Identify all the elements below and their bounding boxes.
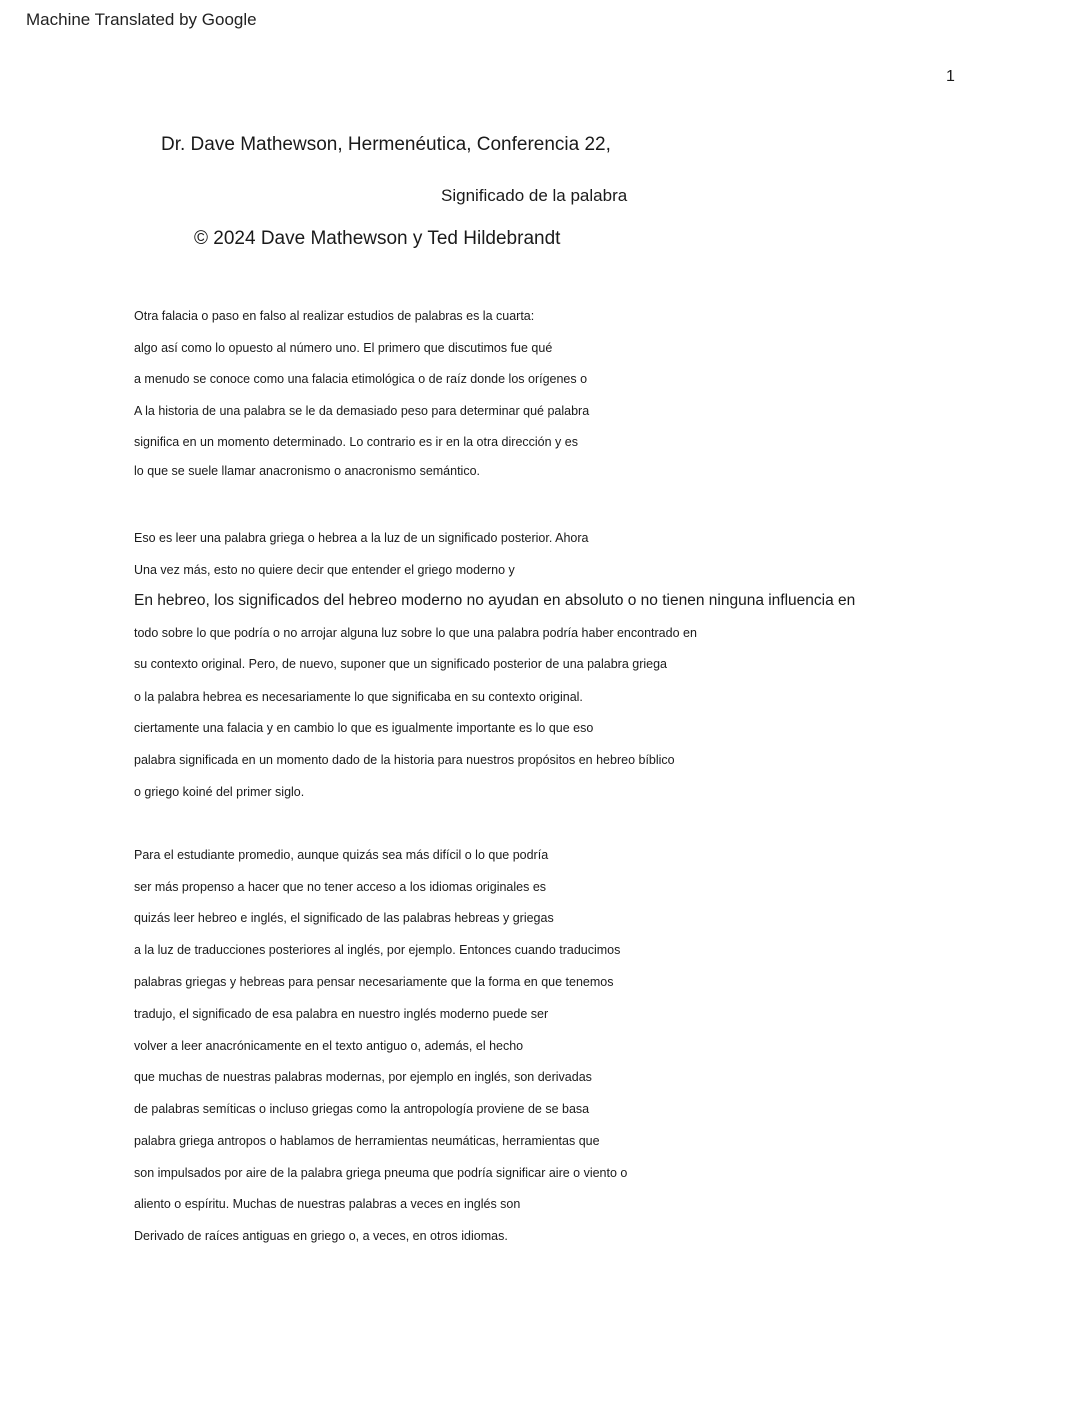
document-subtitle: Significado de la palabra <box>441 186 628 205</box>
machine-translation-watermark: Machine Translated by Google <box>26 10 257 29</box>
text-line: Una vez más, esto no quiere decir que entender el griego moderno y <box>134 563 515 577</box>
text-line: lo que se suele llamar anacronismo o anacronismo semántico. <box>134 464 481 478</box>
text-line: Derivado de raíces antiguas en griego o, a veces, en otros idiomas. <box>134 1229 508 1243</box>
text-line: ser más propenso a hacer que no tener acceso a los idiomas originales es <box>134 880 547 894</box>
text-line: o griego koiné del primer siglo. <box>134 785 305 799</box>
text-line: palabra significada en un momento dado de la historia para nuestros propósitos en hebreo bíblico <box>134 753 675 767</box>
text-line: Para el estudiante promedio, aunque quizás sea más difícil o lo que podría <box>134 848 549 862</box>
text-line: Eso es leer una palabra griega o hebrea a la luz de un significado posterior. Ahora <box>134 531 589 545</box>
text-line: su contexto original. Pero, de nuevo, suponer que un significado posterior de una palabra griega <box>134 657 667 671</box>
text-line: que muchas de nuestras palabras modernas, por ejemplo en inglés, son derivadas <box>134 1070 592 1084</box>
text-line: a menudo se conoce como una falacia etimológica o de raíz donde los orígenes o <box>134 372 588 386</box>
text-line: significa en un momento determinado. Lo contrario es ir en la otra dirección y es <box>134 435 578 449</box>
text-line: palabras griegas y hebreas para pensar necesariamente que la forma en que tenemos <box>134 975 614 989</box>
text-line: volver a leer anacrónicamente en el texto antiguo o, además, el hecho <box>134 1039 524 1053</box>
text-line: todo sobre lo que podría o no arrojar alguna luz sobre lo que una palabra podría haber encontrado en <box>134 626 697 640</box>
text-line: o la palabra hebrea es necesariamente lo que significaba en su contexto original. <box>134 690 583 704</box>
text-line: de palabras semíticas o incluso griegas como la antropología proviene de se basa <box>134 1102 590 1116</box>
text-line: ciertamente una falacia y en cambio lo que es igualmente importante es lo que eso <box>134 721 594 735</box>
text-line: algo así como lo opuesto al número uno. El primero que discutimos fue qué <box>134 341 553 355</box>
text-line: quizás leer hebreo e inglés, el significado de las palabras hebreas y griegas <box>134 911 554 925</box>
document-title: Dr. Dave Mathewson, Hermenéutica, Conferencia 22, <box>161 134 611 155</box>
text-line: Otra falacia o paso en falso al realizar estudios de palabras es la cuarta: <box>134 309 535 323</box>
page-number: 1 <box>946 68 955 85</box>
text-line: aliento o espíritu. Muchas de nuestras palabras a veces en inglés son <box>134 1197 521 1211</box>
text-line: A la historia de una palabra se le da demasiado peso para determinar qué palabra <box>134 404 590 418</box>
text-line: son impulsados por aire de la palabra griega pneuma que podría significar aire o viento o <box>134 1166 628 1180</box>
text-line: En hebreo, los significados del hebreo moderno no ayudan en absoluto o no tienen ninguna influencia en <box>134 592 856 609</box>
text-line: a la luz de traducciones posteriores al inglés, por ejemplo. Entonces cuando traducimos <box>134 943 621 957</box>
text-line: palabra griega antropos o hablamos de herramientas neumáticas, herramientas que <box>134 1134 600 1148</box>
text-line: tradujo, el significado de esa palabra en nuestro inglés moderno puede ser <box>134 1007 549 1021</box>
copyright-line: © 2024 Dave Mathewson y Ted Hildebrandt <box>194 228 561 249</box>
